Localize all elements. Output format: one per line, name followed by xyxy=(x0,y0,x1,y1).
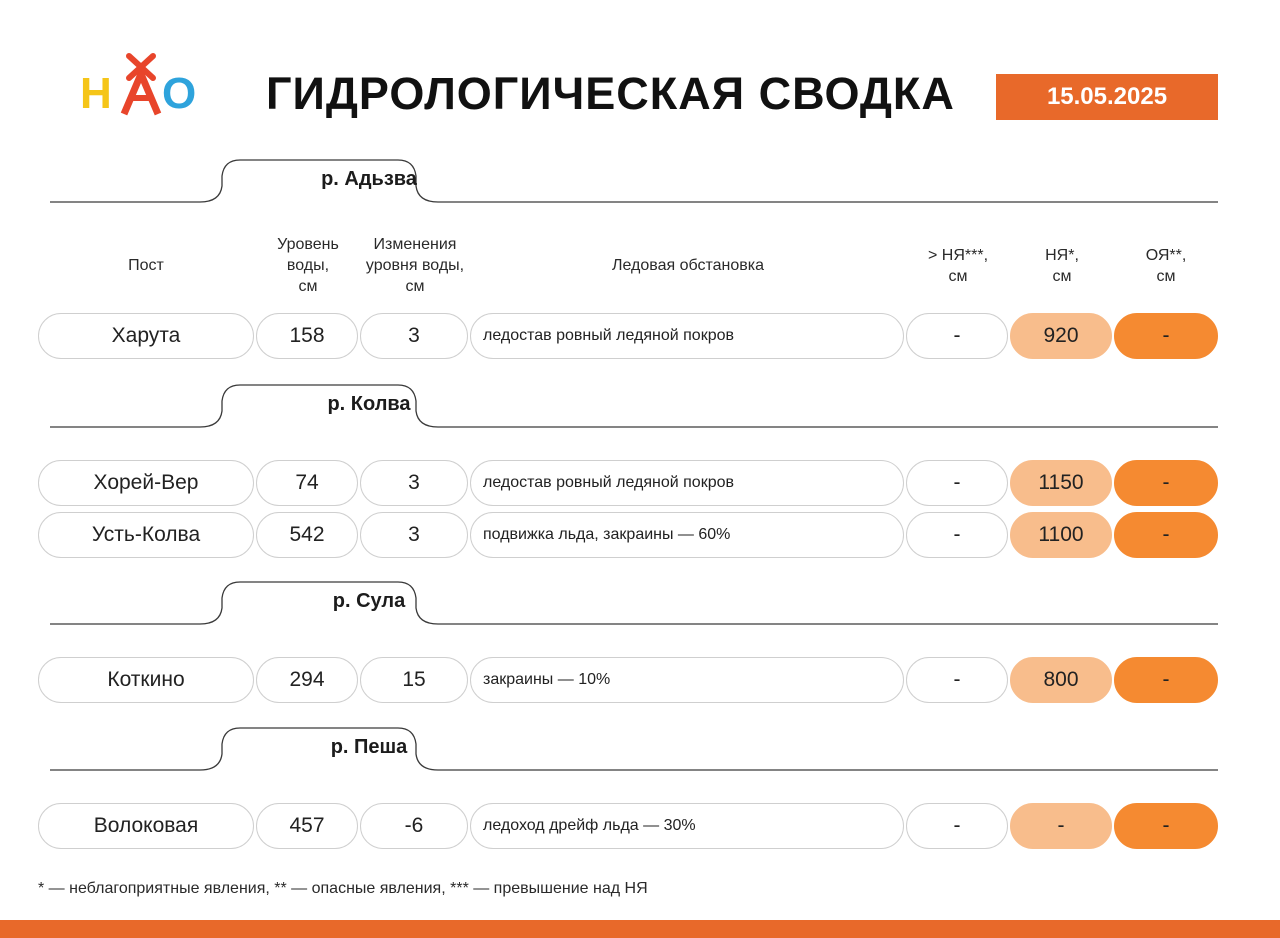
river-name: р. Адьзва xyxy=(321,168,417,190)
level-change-cell: -6 xyxy=(360,803,468,849)
bottom-accent-bar xyxy=(0,920,1280,938)
over-ny-cell: - xyxy=(906,460,1008,506)
level-change-cell: 3 xyxy=(360,512,468,558)
page-title: ГИДРОЛОГИЧЕСКАЯ СВОДКА xyxy=(266,68,955,119)
logo-letter-a-figure xyxy=(120,52,162,116)
river-name: р. Сула xyxy=(332,590,406,612)
ny-cell: 800 xyxy=(1010,657,1112,703)
date-badge: 15.05.2025 xyxy=(996,74,1218,120)
water-level-cell: 294 xyxy=(256,657,358,703)
river-section-tab xyxy=(50,383,1218,429)
oy-cell: - xyxy=(1114,313,1218,359)
col-header-oy: ОЯ**, см xyxy=(1145,247,1187,285)
post-name-cell: Усть-Колва xyxy=(38,512,254,558)
ice-condition-cell: подвижка льда, закраины — 60% xyxy=(470,512,904,558)
post-name-cell: Хорей-Вер xyxy=(38,460,254,506)
level-change-cell: 15 xyxy=(360,657,468,703)
col-header-ny: НЯ*, см xyxy=(1045,247,1079,285)
ny-cell: 1100 xyxy=(1010,512,1112,558)
water-level-cell: 457 xyxy=(256,803,358,849)
oy-cell: - xyxy=(1114,803,1218,849)
over-ny-cell: - xyxy=(906,803,1008,849)
post-name-cell: Коткино xyxy=(38,657,254,703)
over-ny-cell: - xyxy=(906,512,1008,558)
level-change-cell: 3 xyxy=(360,460,468,506)
ice-condition-cell: ледостав ровный ледяной покров xyxy=(470,460,904,506)
col-header-change: Изменения уровня воды, см xyxy=(365,236,465,295)
logo-letter-h: Н xyxy=(80,69,112,118)
ice-condition-cell: закраины — 10% xyxy=(470,657,904,703)
water-level-cell: 74 xyxy=(256,460,358,506)
over-ny-cell: - xyxy=(906,657,1008,703)
oy-cell: - xyxy=(1114,512,1218,558)
ny-cell: 1150 xyxy=(1010,460,1112,506)
oy-cell: - xyxy=(1114,657,1218,703)
logo-letter-o: О xyxy=(162,69,197,118)
river-name: р. Колва xyxy=(327,393,411,415)
col-header-ice: Ледовая обстановка xyxy=(611,257,765,274)
water-level-cell: 542 xyxy=(256,512,358,558)
river-name: р. Пеша xyxy=(330,736,408,758)
river-section-tab xyxy=(50,580,1218,626)
water-level-cell: 158 xyxy=(256,313,358,359)
post-name-cell: Волоковая xyxy=(38,803,254,849)
river-section-tab xyxy=(50,726,1218,772)
over-ny-cell: - xyxy=(906,313,1008,359)
ny-cell: 920 xyxy=(1010,313,1112,359)
ice-condition-cell: ледостав ровный ледяной покров xyxy=(470,313,904,359)
ny-cell: - xyxy=(1010,803,1112,849)
nao-logo xyxy=(80,48,204,118)
footnote: * — неблагоприятные явления, ** — опасные явления, *** — превышение над НЯ xyxy=(38,880,648,897)
ice-condition-cell: ледоход дрейф льда — 30% xyxy=(470,803,904,849)
col-header-post: Пост xyxy=(128,257,164,274)
level-change-cell: 3 xyxy=(360,313,468,359)
col-header-level: Уровень воды, см xyxy=(277,236,339,295)
river-section-tab xyxy=(50,158,1218,204)
post-name-cell: Харута xyxy=(38,313,254,359)
oy-cell: - xyxy=(1114,460,1218,506)
col-header-over-ny: > НЯ***, см xyxy=(927,247,989,285)
